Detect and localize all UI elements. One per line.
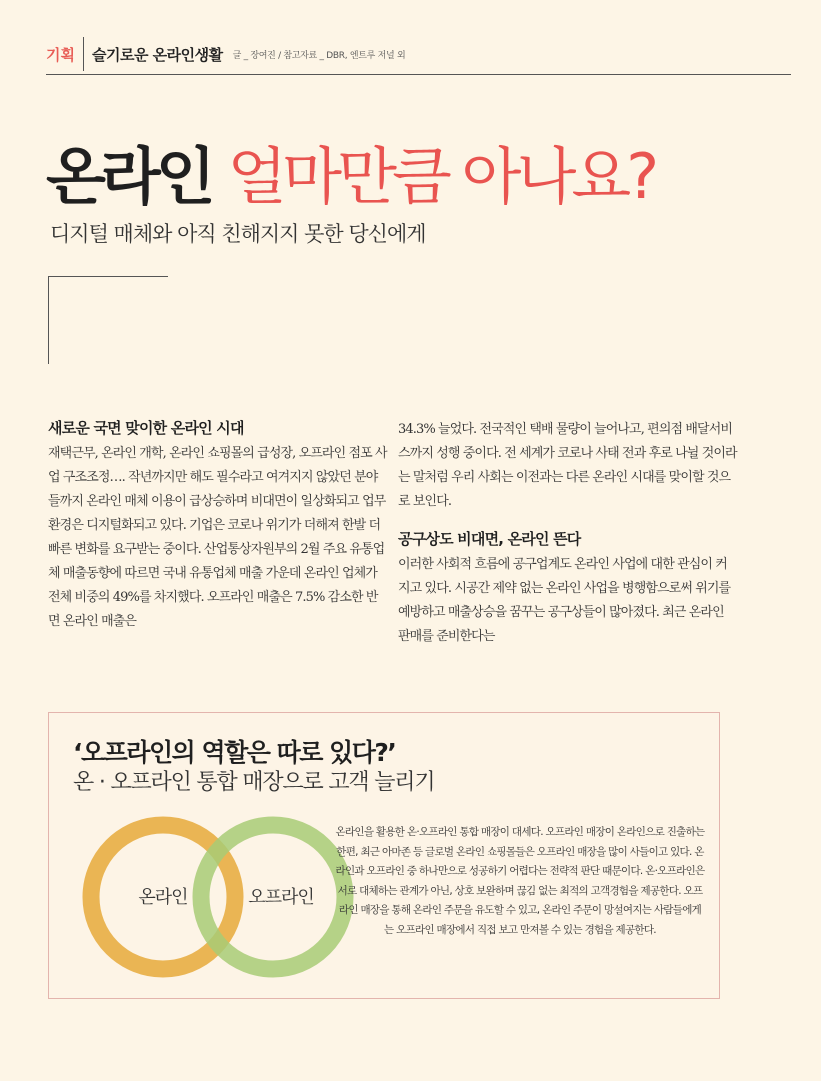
section-tag: 기획	[46, 45, 75, 64]
corner-rule-horizontal	[48, 276, 168, 277]
article-column-right	[398, 418, 738, 649]
section-paragraph: 이러한 사회적 흐름에 공구업계도 온라인 사업에 대한 관심이 커지고 있다. 시공간 제약 없는 온라인 사업을 병행함으로써 위기를 예방하고 매출상승을 꿈꾸는 공구상들이 많아졌다. 최근 온라인 판매를 준비한다는	[398, 557, 731, 644]
header-divider	[83, 37, 84, 71]
headline	[46, 135, 654, 219]
section-heading: 공구상도 비대면, 온라인 뜬다	[398, 530, 581, 548]
credits: 글 _ 장여진 / 참고자료 _ DBR, 엔트루 저널 외	[232, 50, 406, 61]
header-rule	[46, 74, 791, 75]
section-paragraph-continued: 34.3% 늘었다. 전국적인 택배 물량이 늘어나고, 편의점 배달서비스까지 성행 중이다. 전 세계가 코로나 사태 전과 후로 나뉠 것이라는 말처럼 우리 사회는 이전과는 다른 온라인 시대를 맞이할 것으로 보인다.	[398, 422, 737, 509]
section-heading: 새로운 국면 맞이한 온라인 시대	[48, 419, 244, 437]
sidebar-subtitle: 온 · 오프라인 통합 매장으로 고객 늘리기	[73, 770, 435, 795]
offline-label: 오프라인	[248, 887, 314, 908]
headline-part2: 얼마만큼 아나요?	[227, 140, 655, 213]
sidebar-title: ‘오프라인의 역할은 따로 있다?’	[73, 738, 396, 767]
sidebar-body: 온라인을 활용한 온·오프라인 통합 매장이 대세다. 오프라인 매장이 온라인으로 진출하는 한편, 최근 아마존 등 글로벌 온라인 쇼핑몰들은 오프라인 매장을 많이 사들이고 있다. 온라인과 오프라인 중 하나만으로 성공하기 어렵다는 전략적 판단 때문이다. 온·오프라인은 서로 대체하는 관계가 아닌, 상호 보완하며 끊김 없는 최적의 고객경험을 제공한다. 오프라인 매장을 통해 온라인 주문을 유도할 수 있고, 온라인 주문이 망설여지는 사람들에게는 오프라인 매장에서 직접 보고 만져볼 수 있는 경험을 제공한다.	[335, 826, 705, 936]
subheadline: 디지털 매체와 아직 친해지지 못한 당신에게	[50, 222, 426, 246]
venn-diagram	[71, 811, 361, 981]
series-title: 슬기로운 온라인생활	[91, 45, 223, 64]
page-header	[46, 34, 405, 74]
sidebar-box	[48, 712, 720, 999]
corner-rule-vertical	[48, 276, 49, 364]
headline-part1: 온라인	[46, 140, 211, 213]
section-paragraph: 재택근무, 온라인 개학, 온라인 쇼핑몰의 급성장, 오프라인 점포 사업 구조조정…. 작년까지만 해도 필수라고 여겨지지 않았던 분야들까지 온라인 매체 이용이 급상승하며 비대면이 일상화되고 업무환경은 디지털화되고 있다. 기업은 코로나 위기가 더해져 한발 더 빠른 변화를 요구받는 중이다. 산업통상자원부의 2월 주요 유통업체 매출동향에 따르면 국내 유통업체 매출 가운데 온라인 업체가 전체 비중의 49%를 차지했다. 오프라인 매출은 7.5% 감소한 반면 온라인 매출은	[48, 446, 387, 629]
article-column-left	[48, 418, 388, 634]
online-label: 온라인	[138, 887, 188, 908]
